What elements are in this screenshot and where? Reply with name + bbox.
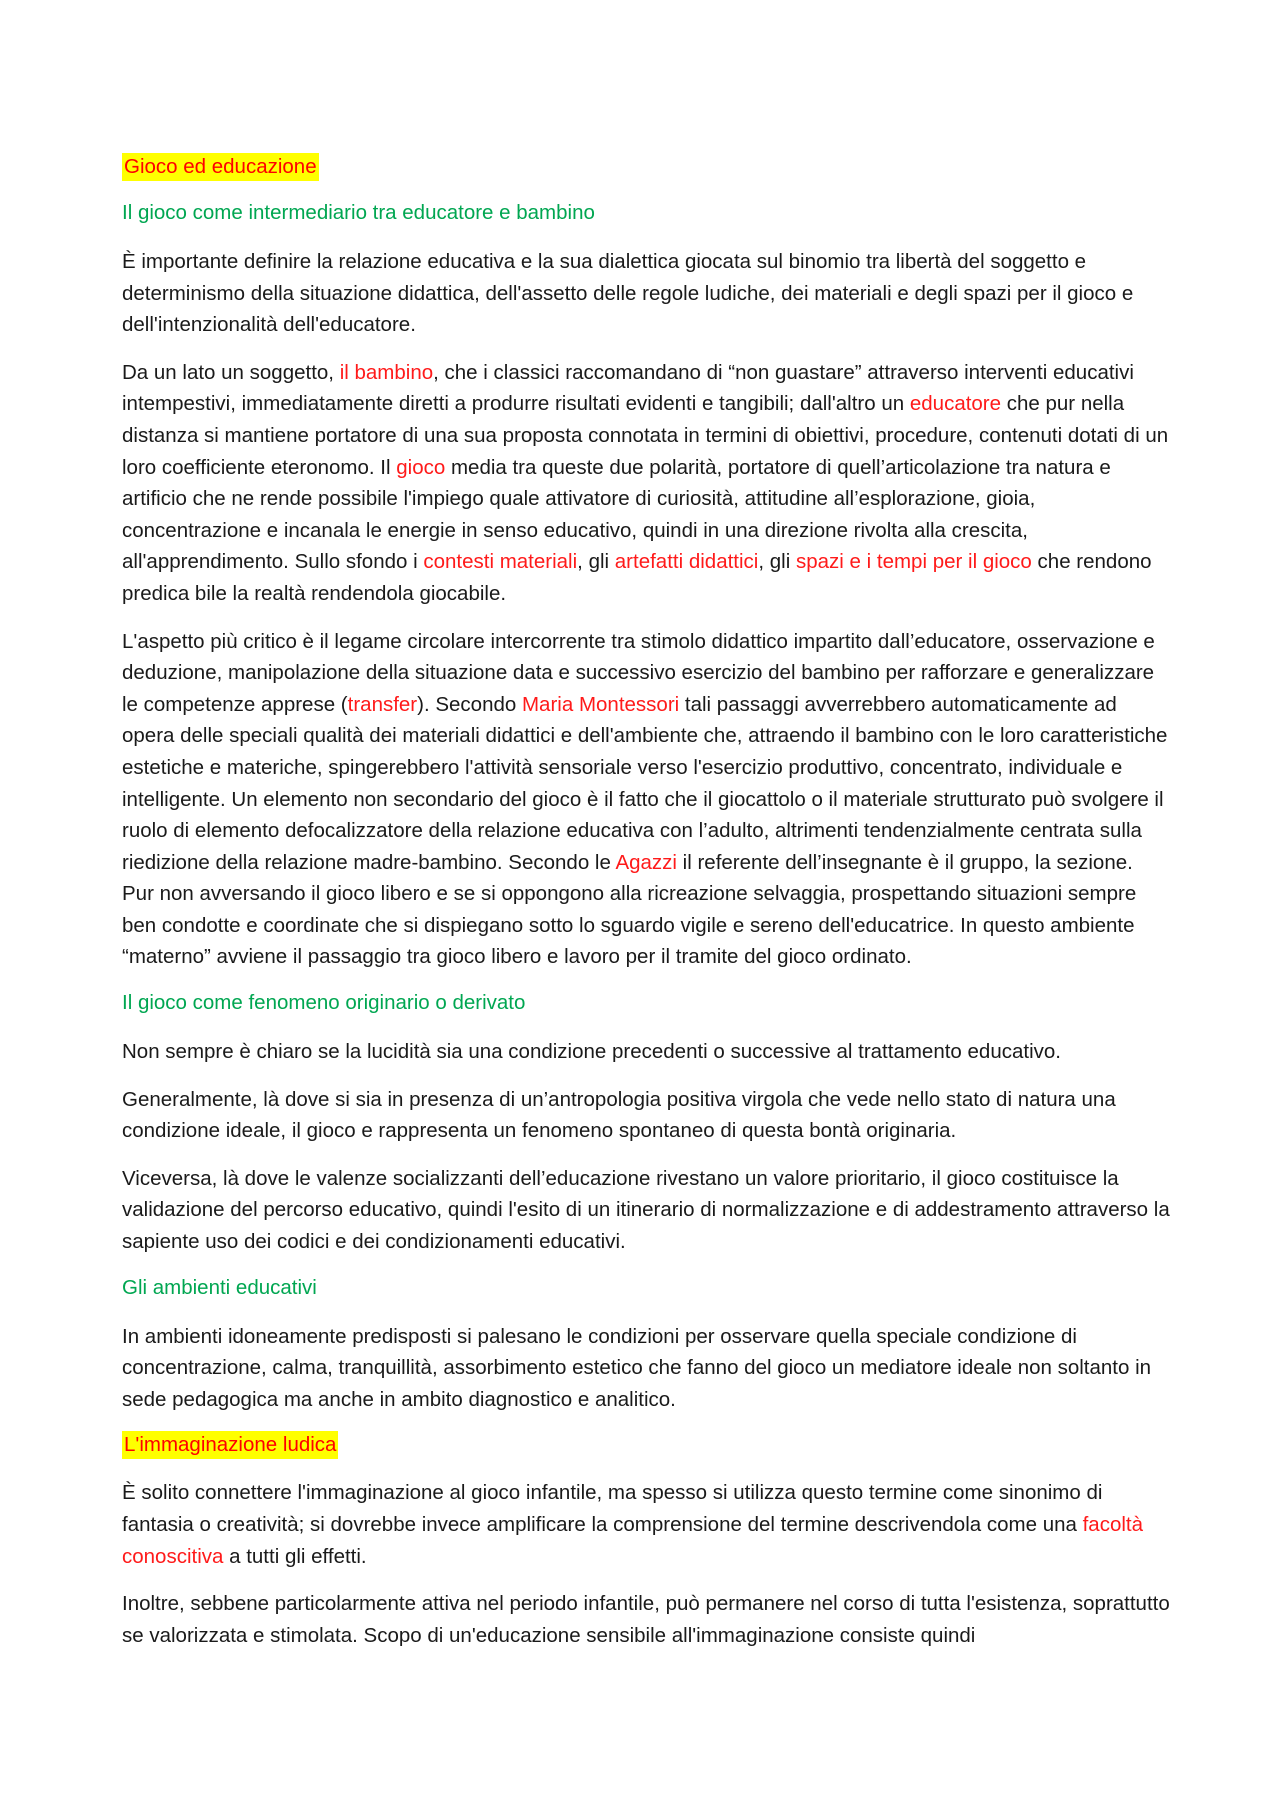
- keyword-artefatti-didattici: artefatti didattici: [614, 550, 759, 574]
- text-run: il referente dell’insegnante è il gruppo, la sezione. Pur non avversando il gioco libero e se si oppongono alla ricreazione selvaggia, prospettando situazioni sempre ben condotte e coordinate che si dispiegano sotto lo sguardo vigile e sereno dell'educatrice. In questo ambiente “materno” avviene il passaggio tra gioco libero e lavoro per il tramite del gioco ordinato.: [122, 850, 1137, 969]
- paragraph-immaginazione-gioco: [122, 1477, 1170, 1572]
- keyword-gioco: gioco: [396, 455, 446, 479]
- keyword-transfer: transfer: [347, 692, 418, 716]
- paragraph-valenze-socializzanti: Viceversa, là dove le valenze socializzanti dell’educazione rivestano un valore prioritario, il gioco costituisce la validazione del percorso educativo, quindi l'esito di un itinerario di normalizzazione e di addestramento attraverso la sapiente uso dei codici e dei condizionamenti educativi.: [122, 1166, 1170, 1254]
- text-run: L'aspetto più critico è il legame circolare intercorrente tra stimolo didattico impartito dall’educatore, osservazione e deduzione, manipolazione della situazione data e successivo esercizio del bambino per rafforzare e generalizzare le competenze apprese (: [122, 629, 1155, 716]
- subheading-fenomeno-originario: Il gioco come fenomeno originario o derivato: [122, 991, 526, 1015]
- text-run: , gli: [577, 550, 615, 574]
- paragraph-soggetto-educatore: [122, 357, 1170, 610]
- subheading-ambienti-educativi: Gli ambienti educativi: [122, 1275, 317, 1299]
- text-run: che rendono predica bile la realtà rendendola giocabile.: [122, 550, 1152, 605]
- text-run: a tutti gli effetti.: [223, 1544, 367, 1568]
- paragraph-antropologia-positiva: Generalmente, là dove si sia in presenza di un’antropologia positiva virgola che vede nello stato di natura una condizione ideale, il gioco e rappresenta un fenomeno spontaneo di questa bontà originaria.: [122, 1087, 1116, 1143]
- text-run: , gli: [758, 550, 796, 574]
- heading-immaginazione-ludica: L'immaginazione ludica: [122, 1431, 338, 1459]
- heading-gioco-ed-educazione: Gioco ed educazione: [122, 153, 319, 181]
- paragraph-lucidita: Non sempre è chiaro se la lucidità sia una condizione precedenti o successive al trattamento educativo.: [122, 1040, 1061, 1064]
- keyword-contesti-materiali: contesti materiali: [423, 550, 578, 574]
- section-heading: [122, 153, 1170, 181]
- text-run: , che i classici raccomandano di “non guastare” attraverso interventi educativi intempestivi, immediatamente diretti a produrre risultati evidenti e tangibili; dall'altro un: [122, 360, 1134, 416]
- section-heading: [122, 1431, 1170, 1459]
- paragraph-periodo-infantile: Inoltre, sebbene particolarmente attiva nel periodo infantile, può permanere nel corso di tutta l'esistenza, soprattutto se valorizzata e stimolata. Scopo di un'educazione sensibile all'immaginazione consiste quindi: [122, 1592, 1170, 1647]
- text-run: tali passaggi avverrebbero automaticamente ad opera delle speciali qualità dei materiali didattici e dell'ambiente che, attraendo il bambino con le loro caratteristiche estetiche e materiche, spingerebbero l'attività sensoriale verso l'esercizio produttivo, concentrato, individuale e intelligente. Un elemento non secondario del gioco è il fatto che il giocattolo o il materiale strutturato può svolgere il ruolo di elemento defocalizzatore della relazione educativa con l’adulto, altrimenti tendenzialmente centrata sulla riedizione della relazione madre-bambino. Secondo le: [122, 692, 1168, 874]
- text-run: media tra queste due polarità, portatore di quell’articolazione tra natura e artificio che ne rende possibile l'impiego quale attivatore di curiosità, attitudine all’esplorazione, gioia, concentrazione e incanala le energie in senso educativo, quindi in una direzione rivolta alla crescita, all'apprendimento. Sullo sfondo i: [122, 455, 1111, 574]
- keyword-educatore: educatore: [909, 392, 1002, 416]
- text-run: ). Secondo: [417, 692, 522, 716]
- paragraph-aspetto-critico: [122, 626, 1170, 974]
- text-run: che pur nella distanza si mantiene portatore di una sua proposta connotata in termini di obiettivi, procedure, contenuti dotati di un loro coefficiente eteronomo. Il: [122, 392, 1169, 479]
- paragraph-relazione-educativa: È importante definire la relazione educativa e la sua dialettica giocata sul binomio tra libertà del soggetto e determinismo della situazione didattica, dell'assetto delle regole ludiche, dei materiali e degli spazi per il gioco e dell'intenzionalità dell'educatore.: [122, 250, 1134, 337]
- keyword-agazzi: Agazzi: [615, 850, 677, 874]
- keyword-il-bambino: il bambino: [339, 360, 434, 384]
- paragraph-ambienti-predisposti: In ambienti idoneamente predisposti si palesano le condizioni per osservare quella speciale condizione di concentrazione, calma, tranquillità, assorbimento estetico che fanno del gioco un mediatore ideale non soltanto in sede pedagogica ma anche in ambito diagnostico e analitico.: [122, 1324, 1152, 1411]
- text-run: È solito connettere l'immaginazione al gioco infantile, ma spesso si utilizza questo termine come sinonimo di fantasia o creatività; si dovrebbe invece amplificare la comprensione del termine descrivendola come una: [122, 1481, 1103, 1536]
- keyword-facolta-conoscitiva: facoltà conoscitiva: [122, 1513, 1143, 1568]
- keyword-maria-montessori: Maria Montessori: [521, 692, 680, 716]
- subheading-intermediario: Il gioco come intermediario tra educatore e bambino: [122, 201, 595, 224]
- text-run: Da un lato un soggetto,: [122, 360, 340, 384]
- keyword-spazi-e-tempi: spazi e i tempi per il gioco: [795, 550, 1032, 574]
